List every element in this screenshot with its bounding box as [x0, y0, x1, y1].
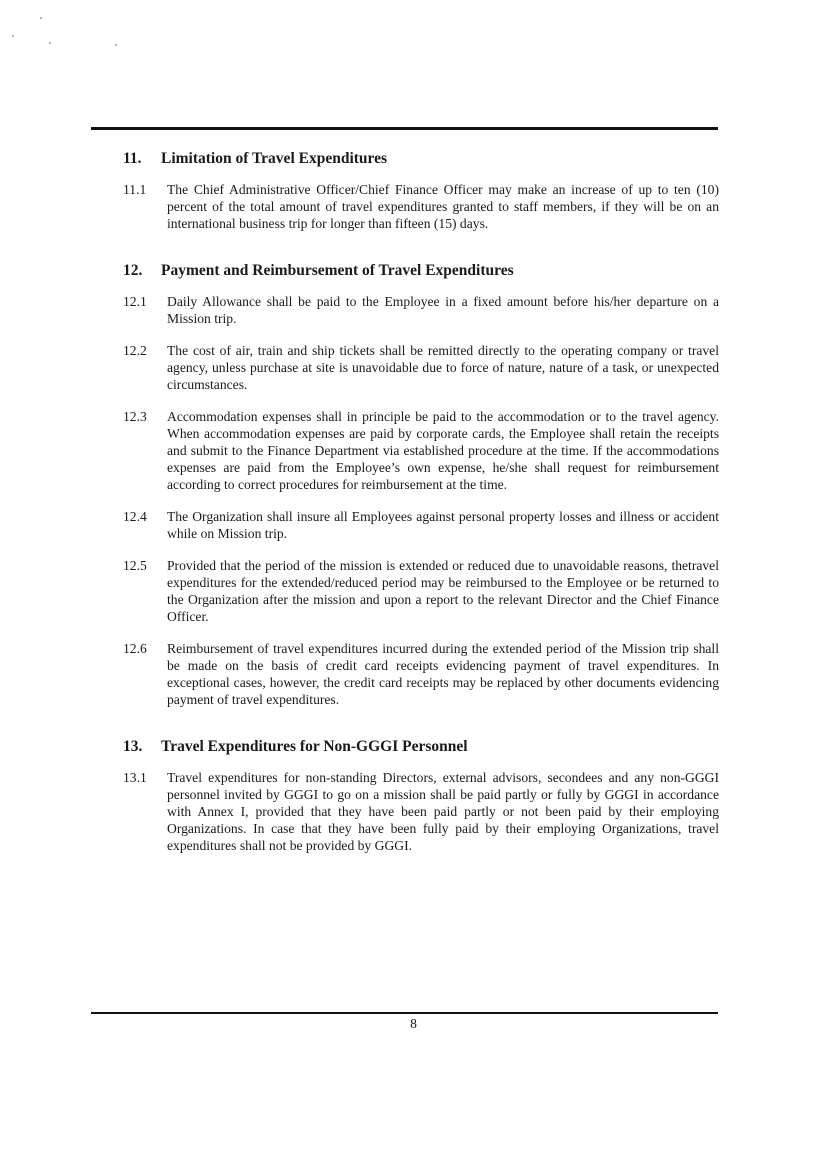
section-number: 11.	[123, 150, 142, 167]
clause-text: Reimbursement of travel expenditures incurred during the extended period of the Mission trip shall be made on the basis of credit card receipts evidencing payment of travel expenditures. In exceptional cases, however, the credit card receipts may be replaced by other documents evidencing payment of travel expenditures.	[167, 641, 719, 707]
clause-12-1	[123, 293, 719, 327]
clause-12-6	[123, 640, 719, 708]
clause-12-4	[123, 508, 719, 542]
clause-number: 12.6	[123, 641, 147, 656]
clause-text: The Chief Administrative Officer/Chief Finance Officer may make an increase of up to ten (10) percent of the total amount of travel expenditures granted to staff members, if they will be on an international business trip for longer than fifteen (15) days.	[167, 182, 719, 231]
section-12	[123, 262, 719, 708]
page-number: 8	[410, 1016, 417, 1031]
clause-number: 12.3	[123, 409, 147, 424]
clause-text: Daily Allowance shall be paid to the Employee in a fixed amount before his/her departure on a Mission trip.	[167, 294, 719, 326]
clause-number: 12.2	[123, 343, 147, 358]
clause-text: The cost of air, train and ship tickets shall be remitted directly to the operating company or travel agency, unless purchase at site is unavoidable due to force of nature, nature of a task, or unexpected circumstances.	[167, 343, 719, 392]
section-title: Payment and Reimbursement of Travel Expenditures	[161, 262, 514, 279]
clause-number: 13.1	[123, 770, 147, 785]
scan-speck	[40, 17, 42, 19]
section-heading	[123, 738, 719, 756]
clause-12-5	[123, 557, 719, 625]
footer-rule	[91, 1012, 718, 1014]
section-13	[123, 738, 719, 854]
header-rule	[91, 127, 718, 130]
section-title: Limitation of Travel Expenditures	[161, 150, 388, 167]
clause-12-3	[123, 408, 719, 493]
scan-speck	[12, 35, 14, 37]
clause-12-2	[123, 342, 719, 393]
clause-number: 12.5	[123, 558, 147, 573]
scan-speck	[115, 44, 117, 46]
clause-text: Provided that the period of the mission is extended or reduced due to unavoidable reasons, thetravel expenditures for the extended/reduced period may be reimbursed to the Employee or be returned to the Organization after the mission and upon a report to the relevant Director and the Chief Finance Officer.	[167, 558, 719, 624]
clause-number: 11.1	[123, 182, 147, 197]
scan-speck	[49, 42, 51, 44]
section-heading	[123, 262, 719, 280]
clause-number: 12.4	[123, 509, 147, 524]
section-number: 13.	[123, 738, 143, 755]
clause-text: The Organization shall insure all Employees against personal property losses and illness or accident while on Mission trip.	[167, 509, 719, 541]
clause-13-1	[123, 769, 719, 854]
clause-number: 12.1	[123, 294, 147, 309]
section-heading	[123, 150, 719, 168]
section-11	[123, 150, 719, 232]
section-number: 12.	[123, 262, 143, 279]
clause-text: Travel expenditures for non-standing Directors, external advisors, secondees and any non-GGGI personnel invited by GGGI to go on a mission shall be paid partly or fully by GGGI in accordance with Annex I, provided that they have been paid partly or not been paid by their employing Organizations. In case that they have been fully paid by their employing Organizations, travel expenditures shall not be provided by GGGI.	[167, 770, 719, 853]
document-body	[123, 150, 719, 869]
clause-text: Accommodation expenses shall in principle be paid to the accommodation or to the travel agency. When accommodation expenses are paid by corporate cards, the Employee shall retain the receipts and submit to the Finance Department via established procedure at the time. If the accommodations expenses are paid from the Employee’s own expense, he/she shall request for reimbursement according to correct procedures for reimbursement at the time.	[167, 409, 719, 492]
clause-11-1	[123, 181, 719, 232]
section-title: Travel Expenditures for Non-GGGI Personnel	[161, 738, 468, 755]
